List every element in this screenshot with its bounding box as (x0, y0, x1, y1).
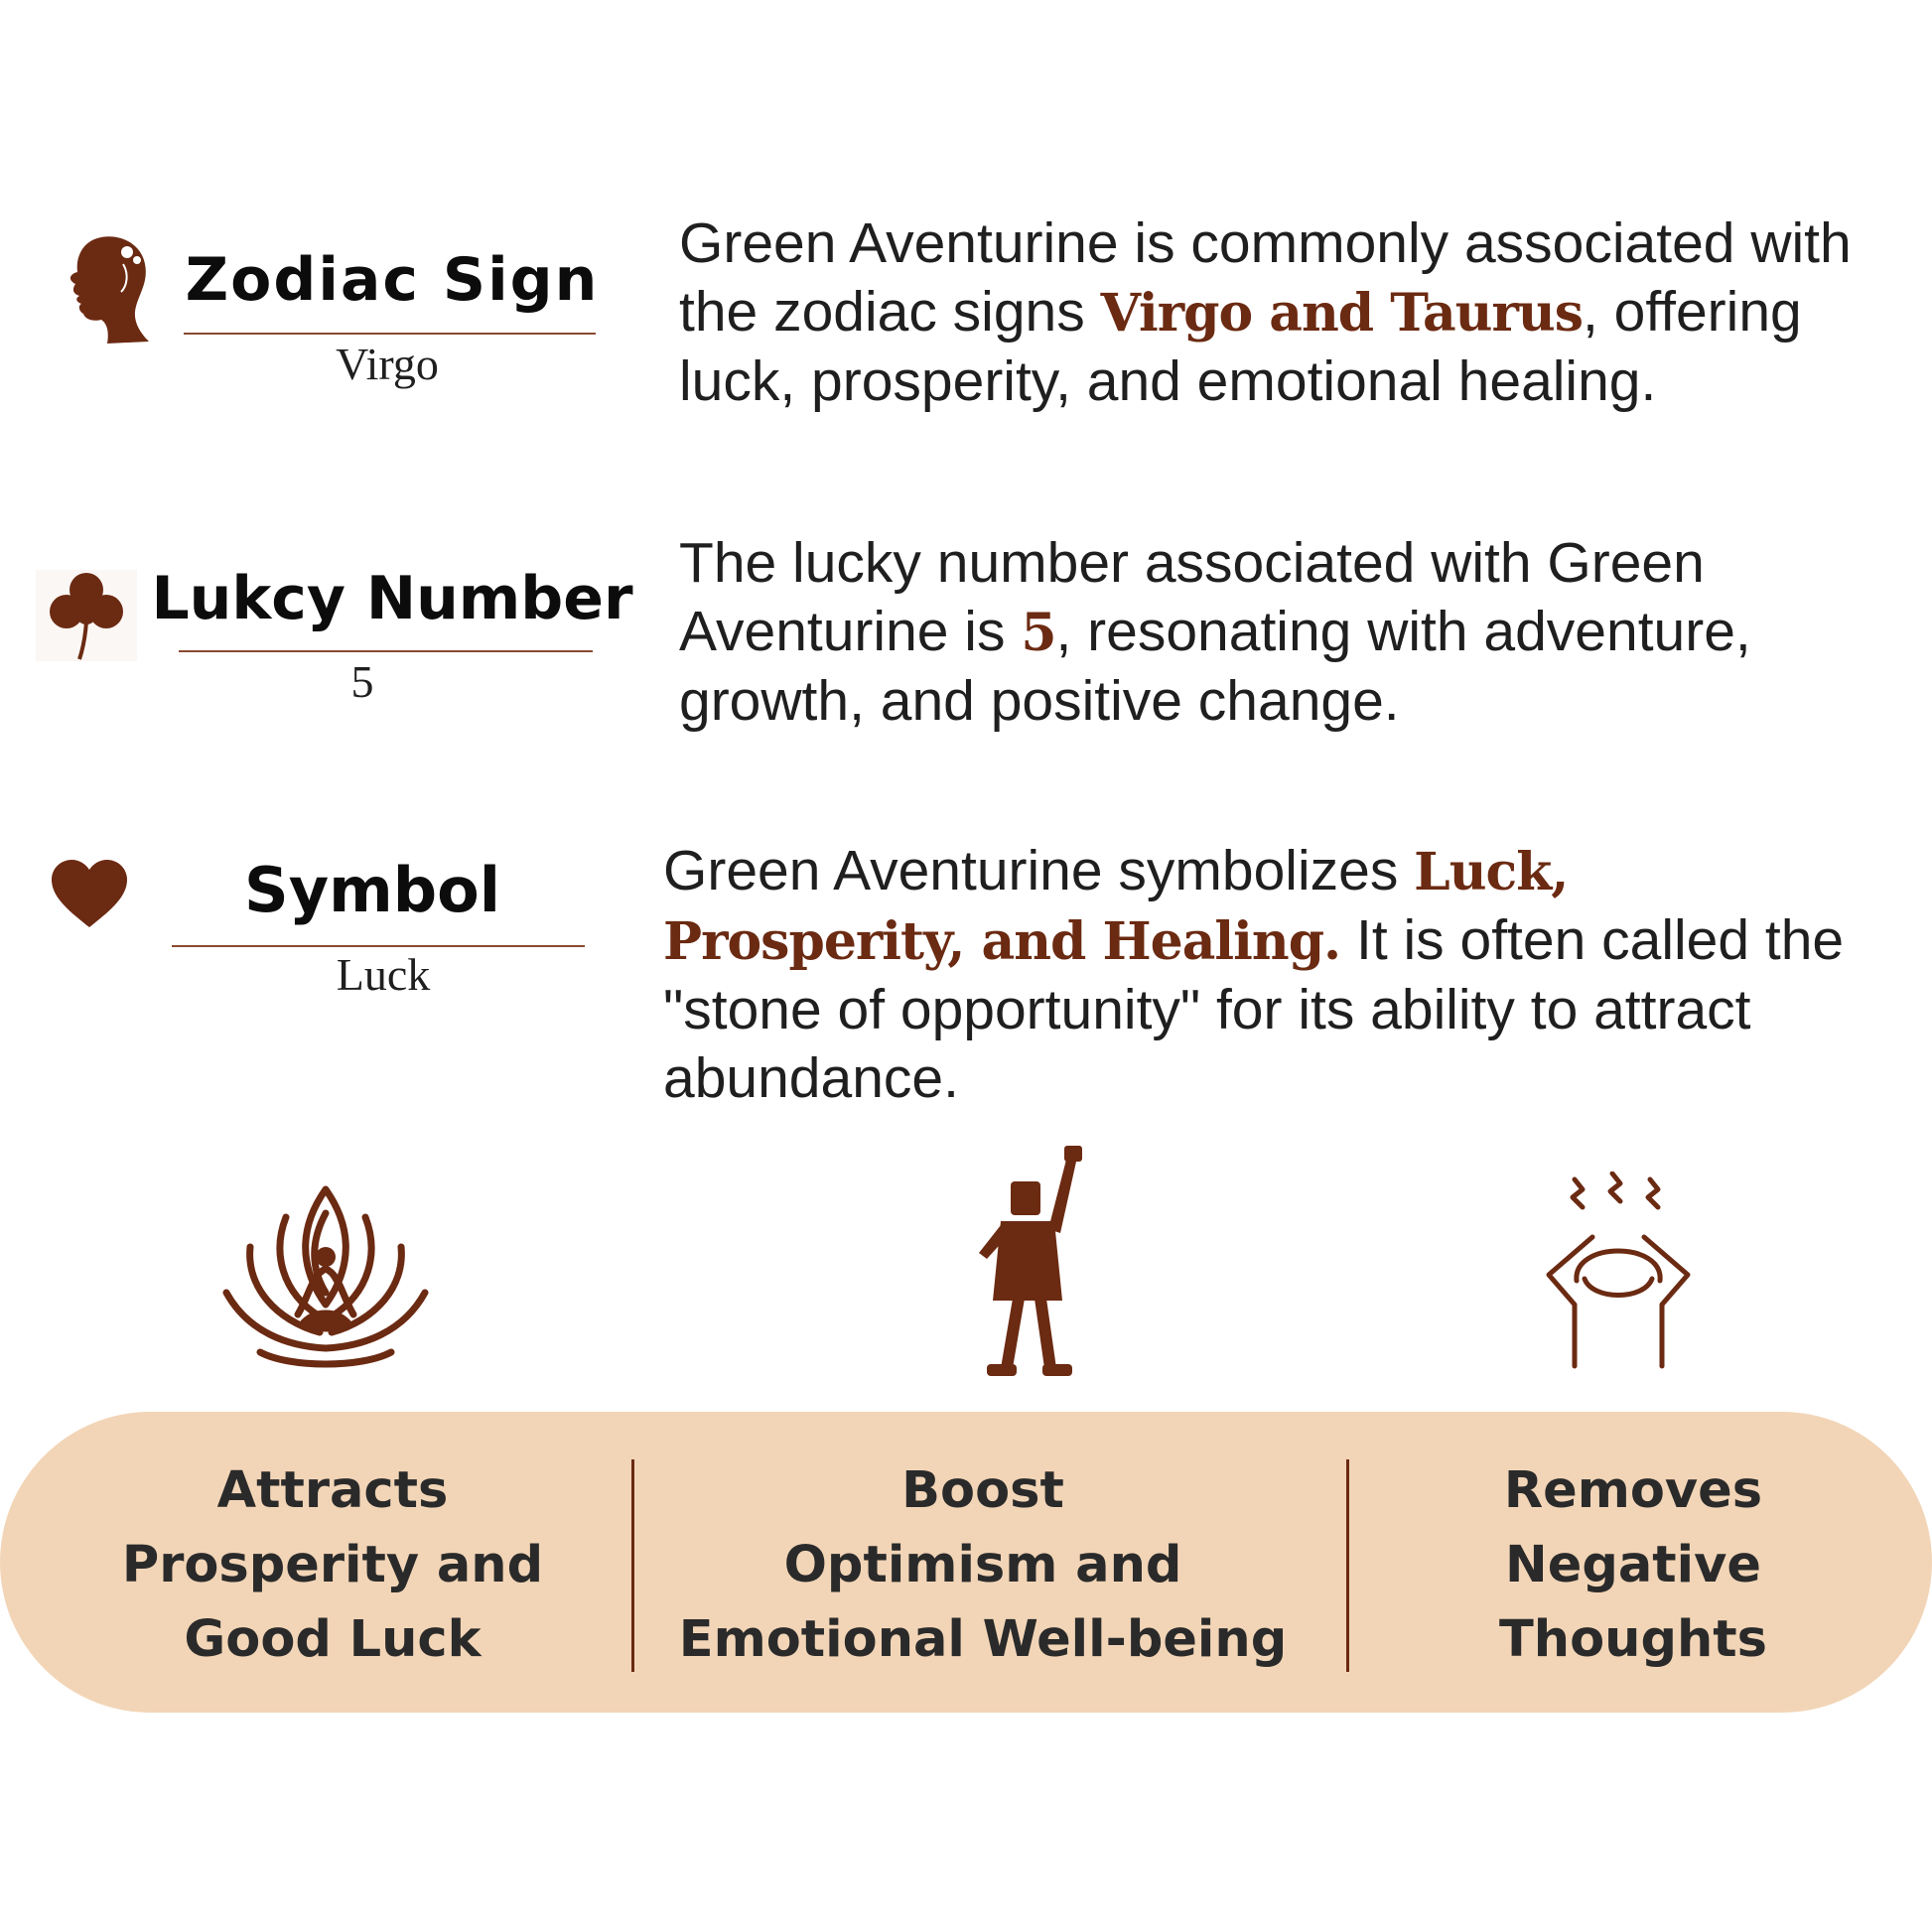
benefits-divider-right (1346, 1459, 1349, 1672)
zodiac-sign-rule (184, 333, 596, 335)
benefit-prosperity-luck: Attracts Prosperity and Good Luck (121, 1461, 544, 1669)
benefits-divider-left (631, 1459, 634, 1672)
stressed-head-icon (1529, 1172, 1708, 1370)
virgo-woman-profile-icon (58, 234, 153, 345)
zodiac-sign-description: Green Aventurine is commonly associated with the zodiac signs Virgo and Taurus, offering luck, prosperity, and emotional healing. (679, 211, 1852, 413)
clover-icon (36, 570, 137, 661)
heart-icon (50, 860, 129, 929)
symbol-title: Symbol (244, 854, 500, 926)
zodiac-sign-value: Virgo (336, 339, 439, 389)
benefit-optimism-wellbeing: Boost Optimism and Emotional Well-being (678, 1461, 1288, 1669)
lucky-number-description: The lucky number associated with Green Aventurine is 5, resonating with adventure, growth, and positive change. (679, 531, 1751, 733)
symbol-rule (172, 945, 585, 947)
lucky-number-title: Lukcy Number (151, 564, 633, 633)
lucky-number-rule (179, 650, 593, 652)
symbol-value: Luck (336, 949, 431, 1000)
benefit-removes-negative-thoughts: Removes Negative Thoughts (1499, 1461, 1767, 1669)
symbol-description: Green Aventurine symbolizes Luck, Prosperity, and Healing. It is often called the "stone of opportunity" for its ability to attract abundance. (663, 839, 1845, 1110)
raised-fist-person-icon (973, 1142, 1092, 1380)
lotus-meditation-icon (220, 1183, 431, 1370)
zodiac-sign-title: Zodiac Sign (185, 245, 600, 315)
lucky-number-value: 5 (350, 656, 374, 707)
